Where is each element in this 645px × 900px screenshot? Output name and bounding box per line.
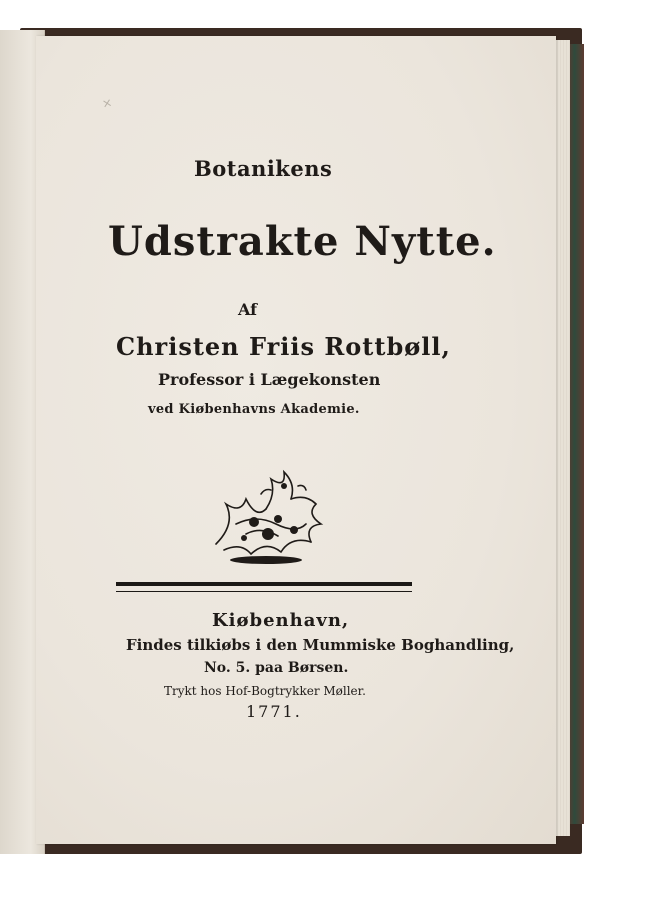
byline-prefix: Af (238, 300, 258, 319)
title-line-1: Botanikens (194, 156, 333, 181)
author-institution: ved Kiøbenhavns Akademie. (148, 402, 360, 417)
decorative-rule-thick (116, 582, 412, 586)
imprint-address: No. 5. paa Børsen. (204, 660, 349, 676)
floral-vignette-icon (206, 464, 330, 568)
title-line-2: Udstrakte Nytte. (108, 218, 497, 265)
title-page (36, 36, 556, 844)
pencil-mark: × (100, 95, 114, 111)
author-position: Professor i Lægekonsten (158, 370, 381, 389)
imprint-seller: Findes tilkiøbs i den Mummiske Boghandling, (126, 636, 515, 654)
imprint-year: 1771. (246, 702, 302, 721)
imprint-place: Kiøbenhavn, (212, 610, 350, 631)
imprint-printer: Trykt hos Hof-Bogtrykker Møller. (164, 684, 366, 698)
decorative-rule-thin (116, 591, 412, 592)
author-name: Christen Friis Rottbøll, (116, 332, 451, 361)
marbled-spine-edge (568, 44, 584, 824)
